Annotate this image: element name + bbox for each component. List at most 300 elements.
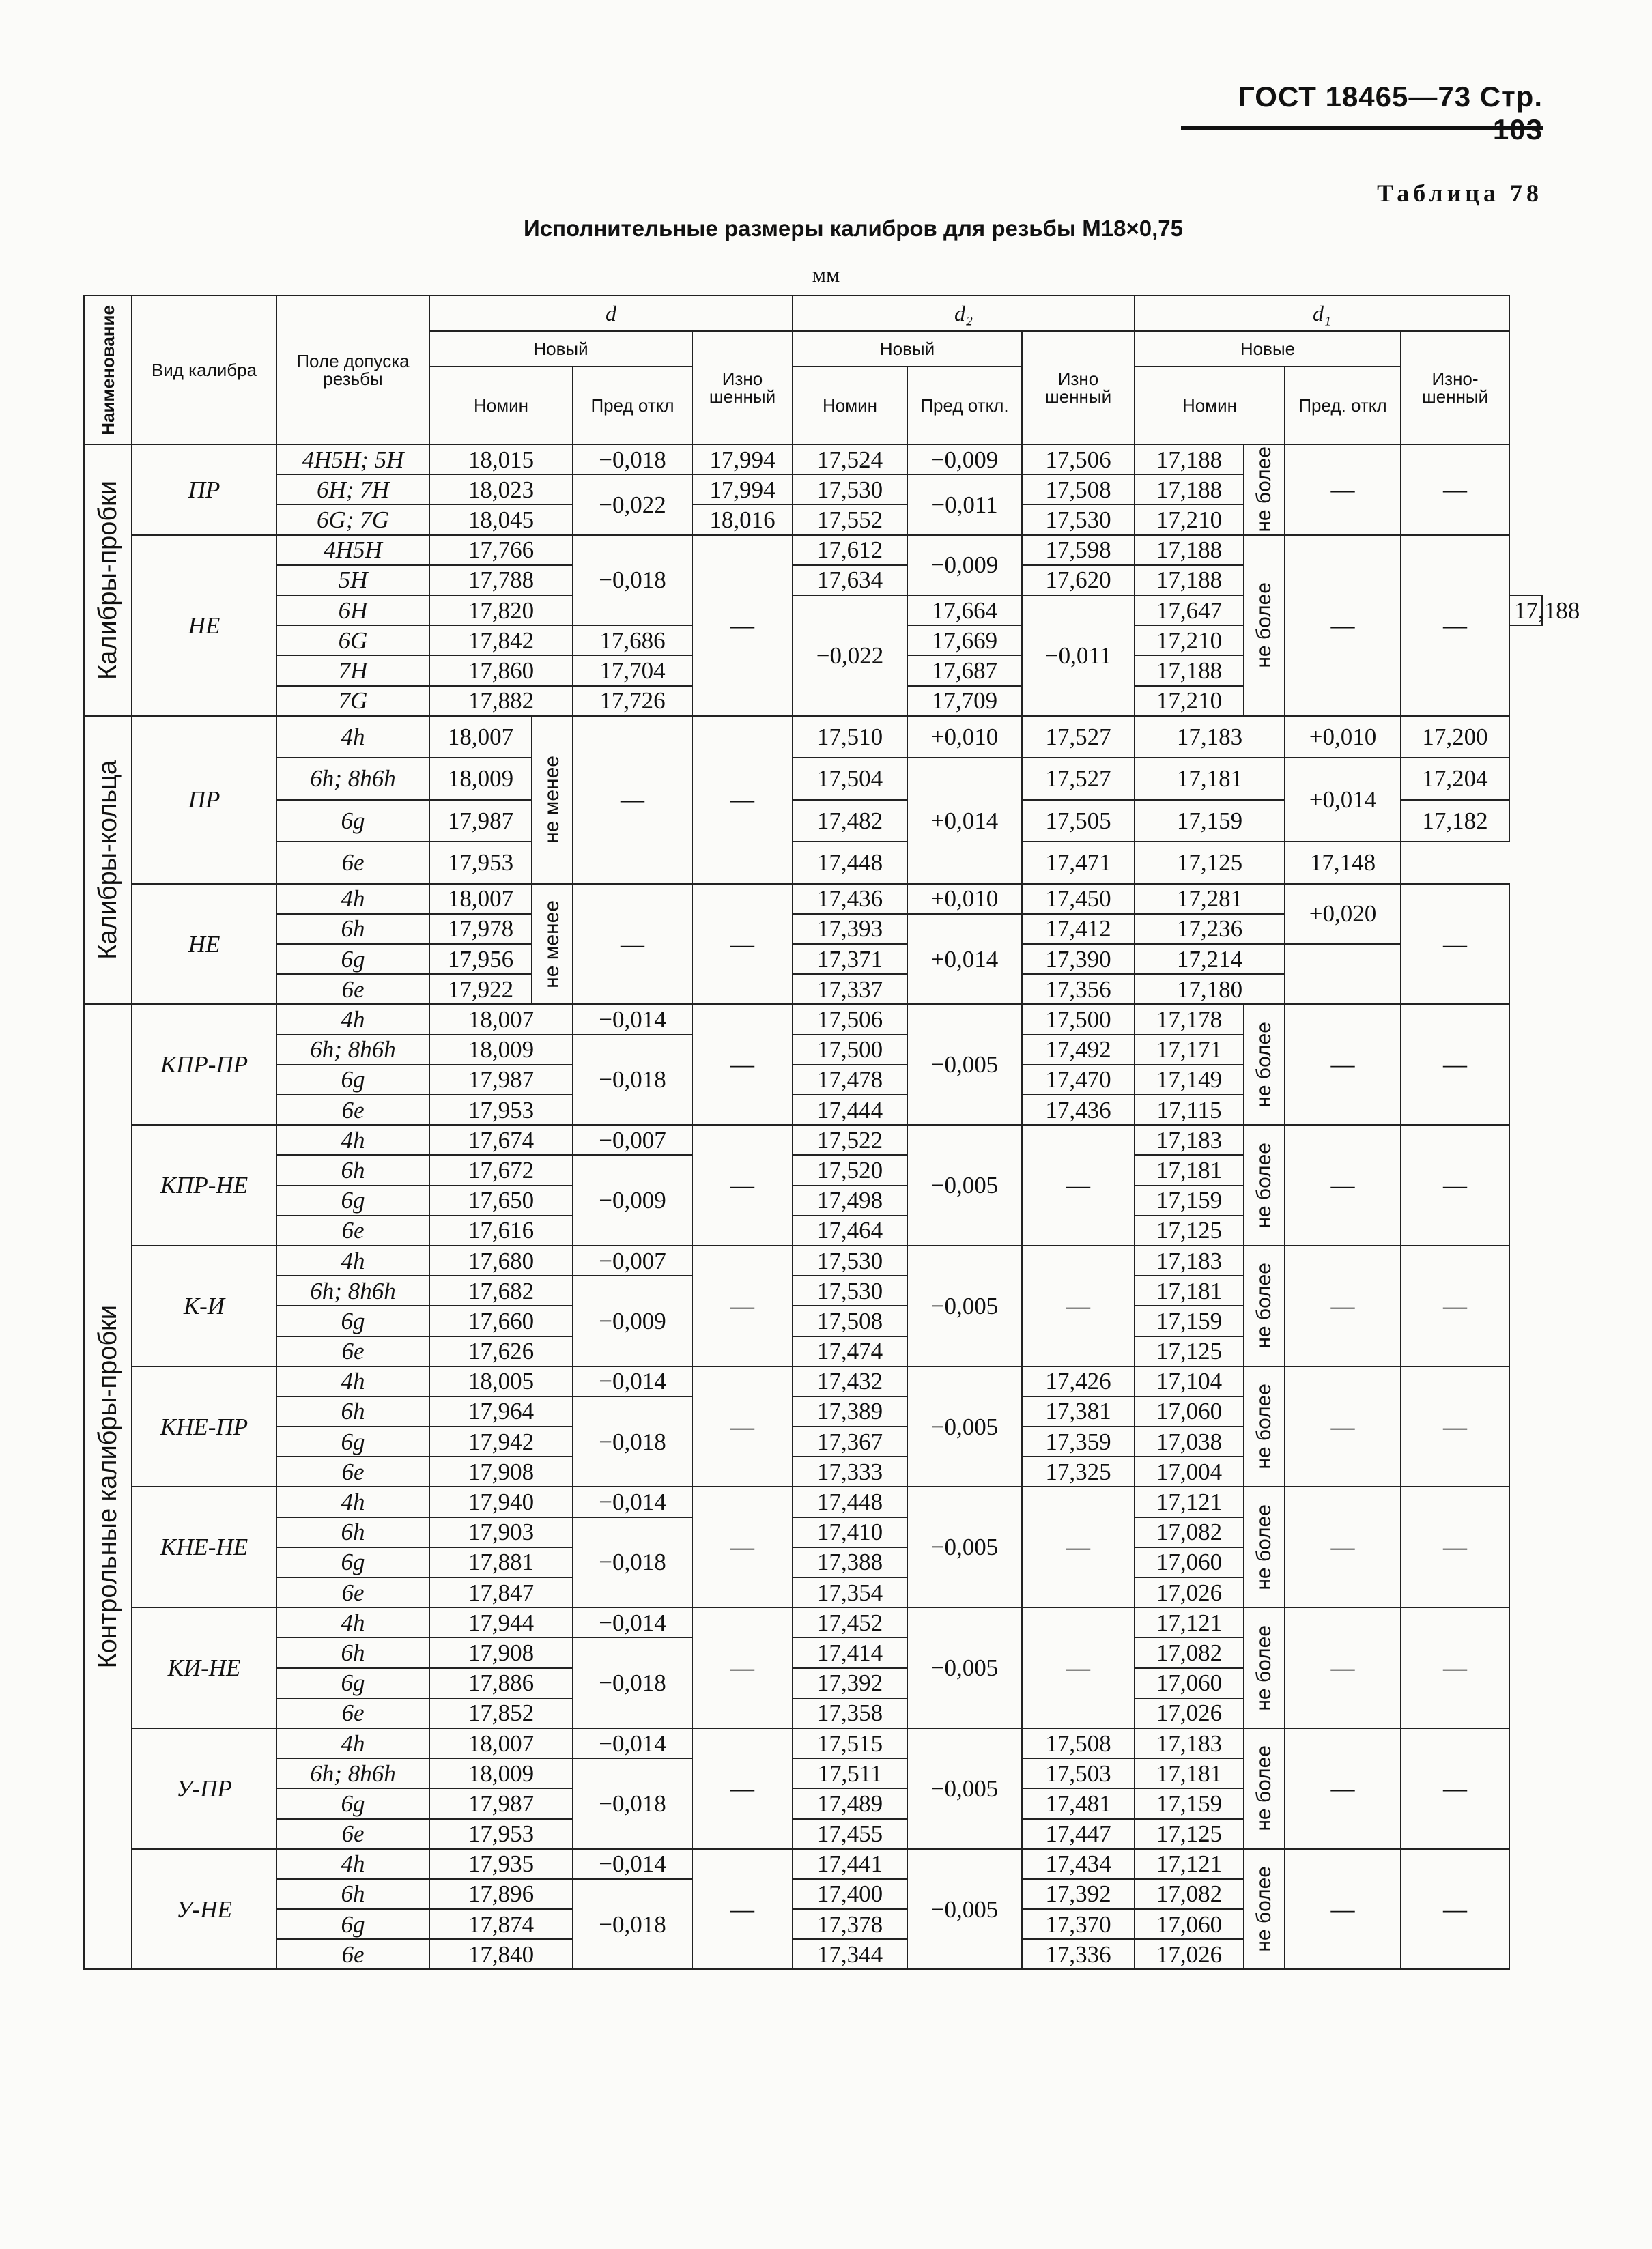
d2-deviation-cell: +0,010 [907,716,1022,758]
d-deviation-header: Пред откл [573,367,692,444]
d-nominal-cell: 17,987 [429,1788,573,1818]
d2-nominal-cell: 17,530 [793,1246,907,1276]
d2-deviation-cell: +0,014 [907,758,1022,884]
d-worn-header: Изно шенный [692,331,793,444]
d2-worn-cell: 17,471 [1022,842,1135,884]
d2-nominal-cell: 17,452 [793,1607,907,1637]
d2-worn-header: Изно шенный [1022,331,1135,444]
dash-cell: — [692,884,793,1005]
d2-worn-cell: 17,687 [907,655,1022,685]
d2-worn-cell: 17,530 [1022,504,1135,534]
table-row [84,1004,1542,1034]
tolerance-cell: 6g [276,1547,429,1577]
d-nominal-cell: 17,766 [429,535,573,565]
table-title: Исполнительные размеры калибров для резьбы М18×0,75 [524,216,1183,241]
d2-nominal-cell: 17,448 [793,842,907,884]
tolerance-cell: 6H; 7H [276,474,429,504]
tolerance-cell: 6g [276,1668,429,1698]
d1-new-header: Новые [1135,331,1401,367]
d-nominal-cell: 18,045 [429,504,573,534]
tolerance-cell: 6e [276,1698,429,1728]
dash-cell: — [692,1728,793,1849]
tolerance-cell: 6G [276,625,429,655]
d2-nominal-cell: 17,432 [793,1366,907,1396]
d2-nominal-cell: 17,524 [793,444,907,474]
d2-nominal-cell: 17,358 [793,1698,907,1728]
d2-worn-cell: 17,527 [1022,716,1135,758]
tolerance-cell: 6g [276,1065,429,1095]
dash-cell: — [573,884,692,1005]
d-worn-cell: 18,016 [692,504,793,534]
d1-nominal-cell: 17,210 [1135,686,1244,716]
d-deviation-cell: −0,014 [573,1366,692,1396]
dash-cell: — [1285,1607,1401,1728]
dash-cell: — [1285,1849,1401,1970]
d2-nominal-cell: 17,498 [793,1186,907,1216]
d-nominal-cell: 18,007 [429,1004,573,1034]
d1-header: d₁ [1135,296,1509,331]
gauge-type-cell: КПР-ПР [132,1004,276,1125]
not-less-note: не менее [532,716,573,884]
d2-worn-cell: 17,506 [1022,444,1135,474]
dash-cell: — [1401,1125,1509,1246]
gauge-type-cell: ПР [132,444,276,535]
d1-nominal-cell: 17,082 [1135,1637,1244,1667]
d2-nominal-header: Номин [793,367,907,444]
d-deviation-cell: −0,018 [573,1758,692,1849]
d-deviation-cell: −0,022 [573,474,692,534]
d2-nominal-cell: 17,354 [793,1577,907,1607]
d2-deviation-cell: −0,005 [907,1366,1022,1487]
d1-nominal-cell: 17,181 [1135,1155,1244,1185]
d-nominal-cell: 17,860 [429,655,573,685]
d1-nominal-cell: 17,214 [1135,944,1285,974]
d-nominal-cell: 17,953 [429,842,532,884]
d2-worn-cell: 17,620 [1022,565,1135,595]
gauge-type-cell: КНЕ-ПР [132,1366,276,1487]
d2-nominal-cell: 17,444 [793,1095,907,1125]
d-deviation-cell: −0,018 [573,535,692,626]
d2-nominal-cell: 17,392 [793,1668,907,1698]
standard-number: ГОСТ 18465—73 [1238,81,1472,113]
d2-deviation-cell: +0,010 [907,884,1022,914]
d2-nominal-cell: 17,515 [793,1728,907,1758]
d1-nominal-cell: 17,159 [1135,800,1285,842]
dash-cell: — [692,716,793,884]
d2-worn-cell: 17,434 [1022,1849,1135,1879]
d-deviation-cell: −0,014 [573,1607,692,1637]
d-deviation-cell: −0,018 [573,1396,692,1487]
dash-cell: — [1285,444,1401,535]
dash-cell: — [1022,1125,1135,1246]
d-nominal-cell: 17,847 [429,1577,573,1607]
tolerance-cell: 6h [276,1879,429,1909]
d2-worn-cell: 17,492 [1022,1035,1135,1065]
d1-nominal-cell: 17,125 [1135,842,1285,884]
tolerance-cell: 6h; 8h6h [276,1276,429,1306]
d-worn-cell: 17,994 [692,474,793,504]
d-nominal-cell: 17,788 [429,565,573,595]
d1-nominal-cell: 17,149 [1135,1065,1244,1095]
tolerance-cell: 6e [276,1577,429,1607]
tolerance-cell: 6h; 8h6h [276,1035,429,1065]
table-number: Таблица 78 [1377,180,1543,207]
d2-deviation-cell: −0,005 [907,1849,1022,1970]
tolerance-cell: 4h [276,1366,429,1396]
d-deviation-cell: −0,007 [573,1246,692,1276]
d-nominal-cell: 18,009 [429,1758,573,1788]
d-deviation-cell: −0,018 [573,444,692,474]
d2-nominal-cell: 17,436 [793,884,907,914]
d2-worn-cell: 17,436 [1022,1095,1135,1125]
tolerance-cell: 4h [276,1004,429,1034]
d-worn-cell: 17,994 [692,444,793,474]
tolerance-cell: 4H5H [276,535,429,565]
d2-nominal-cell: 17,704 [573,655,692,685]
d2-worn-cell: 17,392 [1022,1879,1135,1909]
tolerance-cell: 6e [276,1216,429,1246]
d-nominal-cell: 17,882 [429,686,573,716]
d1-nominal-cell: 17,178 [1135,1004,1244,1034]
d2-nominal-cell: 17,511 [793,1758,907,1788]
d1-nominal-cell: 17,060 [1135,1668,1244,1698]
d2-deviation-cell: −0,009 [907,535,1022,595]
d1-nominal-cell: 17,188 [1135,535,1244,565]
header-rule [1181,126,1543,130]
table-row [84,1125,1542,1155]
d-deviation-cell: −0,007 [573,1125,692,1155]
tolerance-cell: 4h [276,1849,429,1879]
gauge-dimensions-table [83,295,1580,1970]
d1-nominal-cell: 17,183 [1135,1728,1244,1758]
dash-cell: — [1022,1607,1135,1728]
d2-deviation-cell: +0,014 [907,914,1022,1005]
tolerance-cell: 4H5H; 5H [276,444,429,474]
d-nominal-cell: 17,852 [429,1698,573,1728]
table-row [84,758,1542,800]
tolerance-cell: 4h [276,1728,429,1758]
d2-worn-cell: 17,481 [1022,1788,1135,1818]
dash-cell: — [692,1366,793,1487]
dash-cell: — [1401,1004,1509,1125]
gauge-type-cell: ПР [132,716,276,884]
d2-nominal-cell: 17,686 [573,625,692,655]
table-row [84,1607,1542,1637]
d1-nominal-cell: 17,026 [1135,1939,1244,1969]
gauge-type-cell: НЕ [132,535,276,716]
dash-cell: — [1022,1246,1135,1366]
d2-nominal-cell: 17,508 [793,1306,907,1336]
page-header [1181,81,1543,146]
d-nominal-cell: 18,007 [429,884,532,914]
d2-worn-cell: 17,325 [1022,1457,1135,1487]
d2-nominal-cell: 17,530 [793,474,907,504]
d2-worn-cell: 17,503 [1022,1758,1135,1788]
d1-nominal-cell: 17,038 [1135,1427,1244,1457]
d2-worn-cell: 17,709 [907,686,1022,716]
d-nominal-cell: 17,660 [429,1306,573,1336]
d2-worn-cell: 17,508 [1022,1728,1135,1758]
d1-nominal-cell: 17,159 [1135,1306,1244,1336]
tolerance-cell: 6e [276,974,429,1004]
d2-nominal-cell: 17,520 [793,1155,907,1185]
dash-cell: — [1285,1487,1401,1607]
d2-nominal-cell: 17,393 [793,914,907,944]
d-deviation-cell: −0,018 [573,1637,692,1728]
d2-nominal-cell: 17,389 [793,1396,907,1427]
not-more-note: не более [1244,1607,1285,1728]
d2-nominal-cell: 17,448 [793,1487,907,1517]
gauge-type-cell: К-И [132,1246,276,1366]
not-more-note: не более [1244,1728,1285,1849]
d1-deviation-header: Пред. откл [1285,367,1401,444]
d-nominal-cell: 17,908 [429,1637,573,1667]
d1-nominal-cell: 17,181 [1135,1758,1244,1788]
d2-worn-cell: 17,500 [1022,1004,1135,1034]
d2-nominal-cell: 17,344 [793,1939,907,1969]
d-nominal-cell: 17,680 [429,1246,573,1276]
tolerance-cell: 6g [276,1186,429,1216]
gauge-type-cell: КПР-НЕ [132,1125,276,1246]
tolerance-cell: 6G; 7G [276,504,429,534]
not-more-note: не более [1244,1004,1285,1125]
tolerance-cell: 6e [276,1939,429,1969]
d-nominal-cell: 17,903 [429,1517,573,1547]
d-nominal-cell: 17,682 [429,1276,573,1306]
tolerance-cell: 6e [276,842,429,884]
table-row [84,716,1542,758]
gauge-type-cell: У-НЕ [132,1849,276,1970]
d1-nominal-cell: 17,180 [1135,974,1285,1004]
tolerance-cell: 6e [276,1819,429,1849]
name-column-header: Наименование [84,296,132,444]
d-nominal-cell: 17,956 [429,944,532,974]
d1-nominal-cell: 17,060 [1135,1909,1244,1939]
table-body [84,444,1580,1969]
d2-deviation-cell: −0,005 [907,1004,1022,1125]
dash-cell: — [1285,1366,1401,1487]
d1-nominal-cell: 17,121 [1135,1607,1244,1637]
d2-nominal-cell: 17,522 [793,1125,907,1155]
d2-worn-cell: 17,426 [1022,1366,1135,1396]
d1-deviation-cell: +0,020 [1285,884,1401,944]
tolerance-cell: 6g [276,1788,429,1818]
d1-deviation-cell [1285,944,1401,1004]
dash-cell: — [1401,1246,1509,1366]
d1-nominal-cell: 17,125 [1135,1336,1244,1366]
d1-nominal-cell: 17,121 [1135,1849,1244,1879]
gauge-type-cell: КНЕ-НЕ [132,1487,276,1607]
d2-deviation-cell: −0,005 [907,1607,1022,1728]
d1-nominal-cell: 17,060 [1135,1396,1244,1427]
d2-nominal-cell: 17,612 [793,535,907,565]
d1-worn-cell: 17,204 [1401,758,1509,800]
d2-nominal-cell: 17,500 [793,1035,907,1065]
d-nominal-cell: 17,616 [429,1216,573,1246]
dash-cell: — [1401,1849,1509,1970]
d2-deviation-header: Пред откл. [907,367,1022,444]
d2-nominal-cell: 17,441 [793,1849,907,1879]
dash-cell: — [1022,1487,1135,1607]
d1-worn-cell: 17,182 [1401,800,1509,842]
category-label: Калибры-пробки [84,444,132,716]
thread-tolerance-header: Поле допуска резьбы [276,296,429,444]
tolerance-cell: 6g [276,1306,429,1336]
d-header: d [429,296,793,331]
unit-label: мм [812,262,840,287]
dash-cell: — [573,716,692,884]
d-nominal-cell: 18,007 [429,716,532,758]
dash-cell: — [1401,535,1509,716]
tolerance-cell: 5H [276,565,429,595]
d2-worn-cell: 17,598 [1022,535,1135,565]
d-nominal-cell: 17,978 [429,914,532,944]
d-nominal-cell: 17,953 [429,1819,573,1849]
table-row [84,884,1542,914]
not-more-note: не более [1244,1487,1285,1607]
not-more-note: не более [1244,1246,1285,1366]
tolerance-cell: 6g [276,1909,429,1939]
d-nominal-cell: 17,940 [429,1487,573,1517]
d-nominal-cell: 17,935 [429,1849,573,1879]
d1-nominal-cell: 17,181 [1135,1276,1244,1306]
d1-nominal-cell: 17,188 [1135,474,1244,504]
d2-nominal-cell: 17,400 [793,1879,907,1909]
dash-cell: — [1285,535,1401,716]
tolerance-cell: 4h [276,1607,429,1637]
d1-nominal-cell: 17,183 [1135,716,1285,758]
dash-cell: — [1401,1487,1509,1607]
d2-worn-cell: 17,470 [1022,1065,1135,1095]
category-label: Контрольные калибры-пробки [84,1004,132,1969]
d1-worn-header: Изно- шенный [1401,331,1509,444]
d2-nominal-cell: 17,474 [793,1336,907,1366]
not-more-note: не более [1244,1125,1285,1246]
d1-nominal-cell: 17,181 [1135,758,1285,800]
d-nominal-cell: 17,842 [429,625,573,655]
d-nominal-cell: 17,672 [429,1155,573,1185]
tolerance-cell: 6h; 8h6h [276,1758,429,1788]
d2-nominal-cell: 17,726 [573,686,692,716]
d2-nominal-cell: 17,455 [793,1819,907,1849]
dash-cell: — [1401,1728,1509,1849]
d-nominal-cell: 17,944 [429,1607,573,1637]
d-nominal-cell: 17,953 [429,1095,573,1125]
dash-cell: — [1285,1728,1401,1849]
d-nominal-cell: 17,987 [429,1065,573,1095]
d2-deviation-cell: −0,011 [907,474,1022,534]
dash-cell: — [1401,884,1509,1005]
d2-worn-cell: 17,505 [1022,800,1135,842]
d1-nominal-cell: 17,171 [1135,1035,1244,1065]
d1-nominal-cell: 17,125 [1135,1819,1244,1849]
d1-nominal-cell: 17,281 [1135,884,1285,914]
dash-cell: — [692,1004,793,1125]
d2-worn-cell: 17,447 [1022,1819,1135,1849]
d-nominal-cell: 17,874 [429,1909,573,1939]
d1-nominal-cell: 17,183 [1135,1246,1244,1276]
page-number: Стр. 103 [1479,81,1543,145]
d2-deviation-cell: −0,005 [907,1487,1022,1607]
d2-worn-cell: 17,669 [907,625,1022,655]
tolerance-cell: 6e [276,1336,429,1366]
d-nominal-cell: 17,886 [429,1668,573,1698]
d1-nominal-cell: 17,188 [1509,595,1542,625]
dash-cell: — [1285,1246,1401,1366]
d-nominal-cell: 17,942 [429,1427,573,1457]
dash-cell: — [1401,444,1509,535]
d-deviation-cell: −0,018 [573,1035,692,1126]
table-row [84,1366,1542,1396]
d2-worn-cell: 17,450 [1022,884,1135,914]
d-nominal-cell: 18,023 [429,474,573,504]
d1-worn-cell: 17,200 [1401,716,1509,758]
d2-nominal-cell: 17,504 [793,758,907,800]
d2-deviation-cell: −0,005 [907,1125,1022,1246]
category-label: Калибры-кольца [84,716,132,1005]
d2-deviation-cell: −0,009 [907,444,1022,474]
d-nominal-header: Номин [429,367,573,444]
d-new-header: Новый [429,331,692,367]
not-more-note: не более [1244,1849,1285,1970]
d1-nominal-header: Номин [1135,367,1285,444]
tolerance-cell: 4h [276,716,429,758]
table-row [84,444,1542,474]
d2-deviation-cell: −0,005 [907,1246,1022,1366]
d2-worn-cell: 17,647 [1135,595,1244,625]
d1-nominal-cell: 17,082 [1135,1517,1244,1547]
d1-nominal-cell: 17,188 [1135,565,1244,595]
tolerance-cell: 4h [276,884,429,914]
d1-nominal-cell: 17,121 [1135,1487,1244,1517]
d-nominal-cell: 17,964 [429,1396,573,1427]
d2-worn-cell: 17,390 [1022,944,1135,974]
d2-deviation-cell: −0,011 [1022,595,1135,716]
d-nominal-cell: 18,009 [429,758,532,800]
tolerance-cell: 6e [276,1457,429,1487]
d2-worn-cell: 17,336 [1022,1939,1135,1969]
dash-cell: — [692,1849,793,1970]
d1-nominal-cell: 17,060 [1135,1547,1244,1577]
table-row [84,1487,1542,1517]
tolerance-cell: 6h [276,914,429,944]
tolerance-cell: 6h [276,1517,429,1547]
d1-nominal-cell: 17,026 [1135,1577,1244,1607]
d2-nominal-cell: 17,371 [793,944,907,974]
d-nominal-cell: 17,820 [429,595,573,625]
d1-nominal-cell: 17,159 [1135,1186,1244,1216]
d2-nominal-cell: 17,510 [793,716,907,758]
d2-nominal-cell: 17,530 [793,1276,907,1306]
dash-cell: — [692,1487,793,1607]
tolerance-cell: 6g [276,944,429,974]
not-more-note: не более [1244,444,1285,535]
tolerance-cell: 6h; 8h6h [276,758,429,800]
tolerance-cell: 6e [276,1095,429,1125]
dash-cell: — [1285,1125,1401,1246]
dash-cell: — [692,1125,793,1246]
table-row [84,1728,1542,1758]
tolerance-cell: 4h [276,1487,429,1517]
gauge-type-header: Вид калибра [132,296,276,444]
d-nominal-cell: 17,650 [429,1186,573,1216]
d2-nominal-cell: 17,378 [793,1909,907,1939]
d-deviation-cell: −0,022 [793,595,907,716]
d2-nominal-cell: 17,388 [793,1547,907,1577]
not-more-note: не более [1244,535,1285,716]
tolerance-cell: 6g [276,800,429,842]
d-nominal-cell: 17,674 [429,1125,573,1155]
